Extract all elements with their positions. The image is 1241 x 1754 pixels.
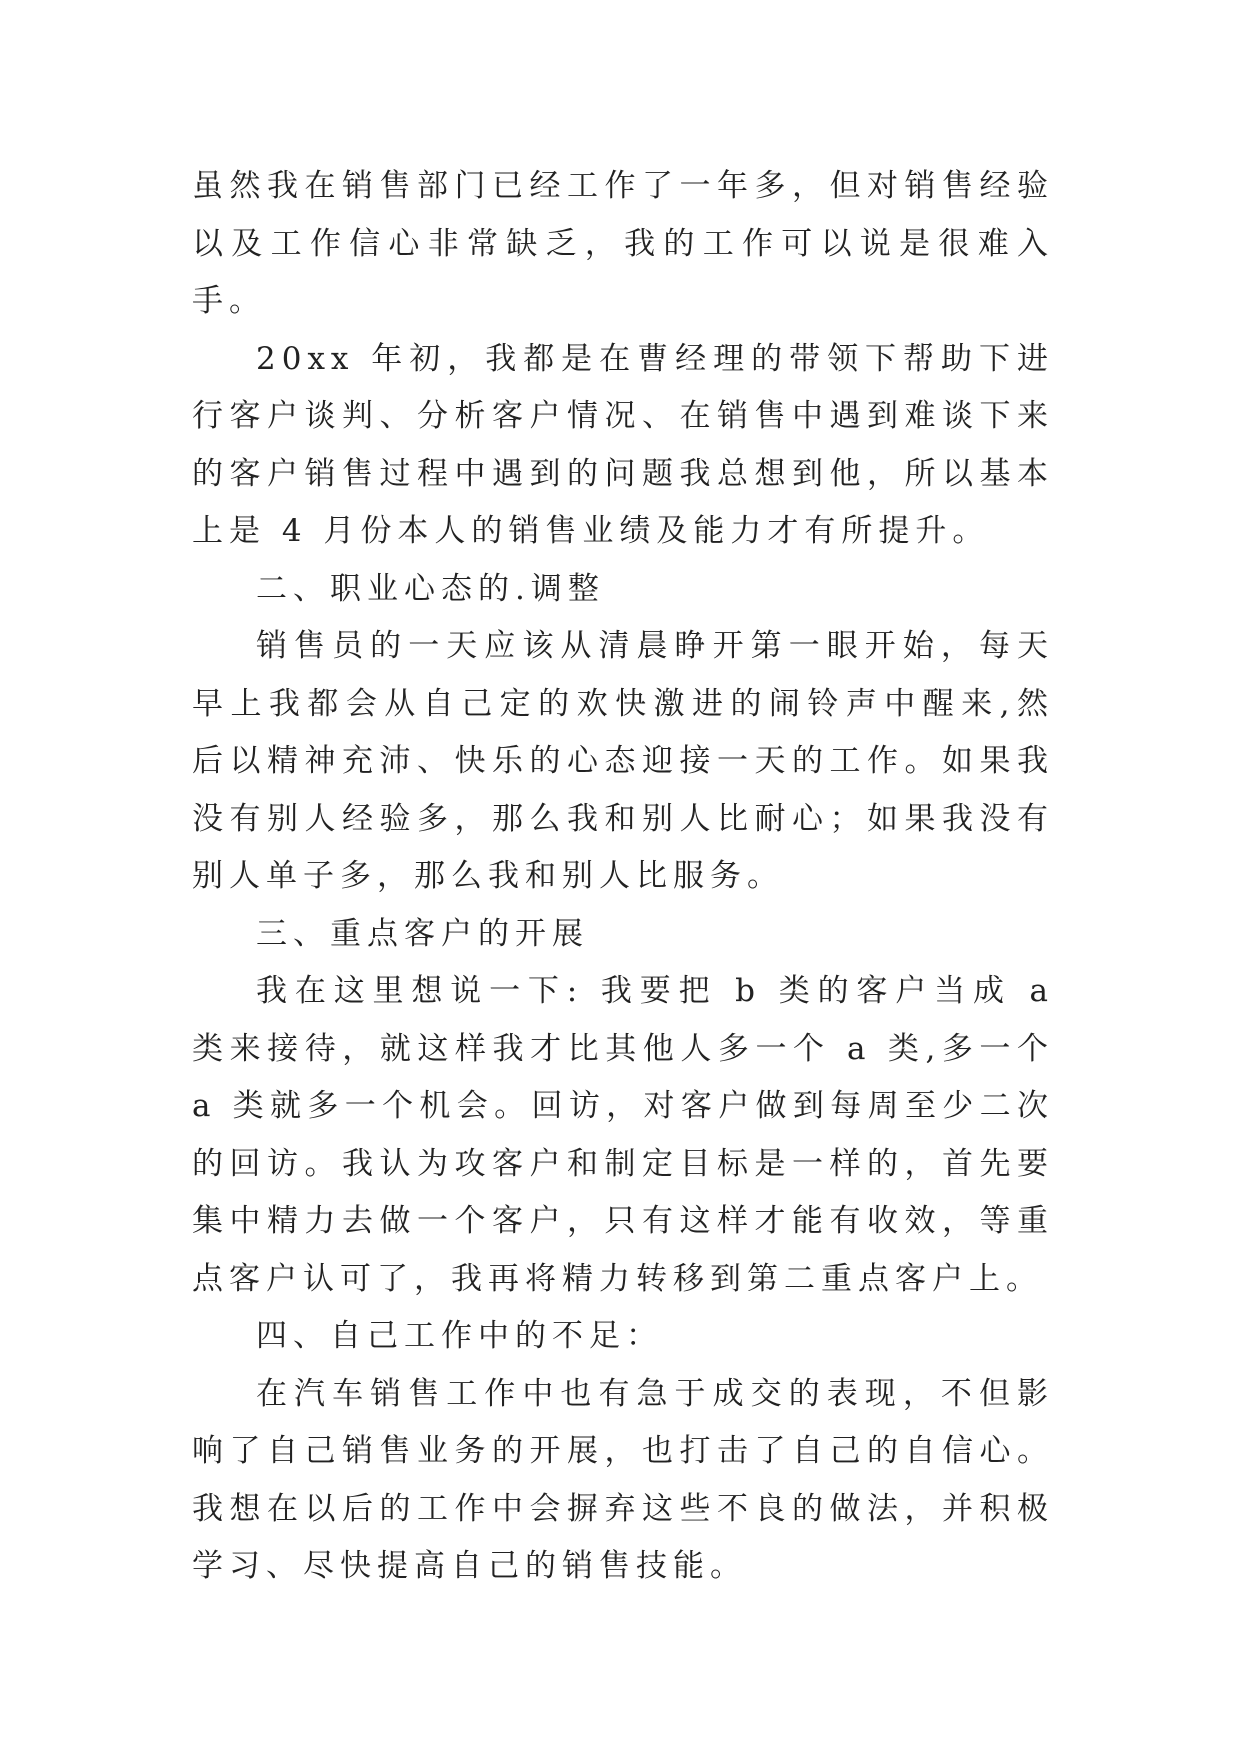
paragraph-shortcomings: 在汽车销售工作中也有急于成交的表现，不但影响了自己销售业务的开展，也打击了自己的自信心。我想在以后的工作中会摒弃这些不良的做法，并积极学习、尽快提高自己的销售技能。 bbox=[192, 1375, 1054, 1584]
section-heading-mindset: 二、职业心态的.调整 bbox=[256, 570, 605, 607]
section-heading-key-clients: 三、重点客户的开展 bbox=[256, 915, 589, 952]
paragraph-mindset: 销售员的一天应该从清晨睁开第一眼开始，每天早上我都会从自己定的欢快激进的闹铃声中醒来,然后以精神充沛、快乐的心态迎接一天的工作。如果我没有别人经验多，那么我和别人比耐心；如果我没有别人单子多，那么我和别人比服务。 bbox=[192, 628, 1054, 894]
paragraph-early-year: 20xx 年初，我都是在曹经理的带领下帮助下进行客户谈判、分析客户情况、在销售中遇到难谈下来的客户销售过程中遇到的问题我总想到他，所以基本上是 4 月份本人的销售业绩及能力才有所提升。 bbox=[192, 340, 1054, 549]
section-heading-shortcomings: 四、自己工作中的不足： bbox=[256, 1318, 663, 1354]
document-body bbox=[192, 158, 1054, 1596]
paragraph-key-clients: 我在这里想说一下: 我要把 b 类的客户当成 a 类来接待，就这样我才比其他人多一个 a 类,多一个 a 类就多一个机会。回访，对客户做到每周至少二次的回访。我认为攻客户和制定目标是一样的，首先要集中精力去做一个客户，只有这样才能有收效，等重点客户认可了，我再将精力转移到第二重点客户上。 bbox=[192, 973, 1054, 1297]
paragraph-intro: 虽然我在销售部门已经工作了一年多，但对销售经验以及工作信心非常缺乏，我的工作可以说是很难入手。 bbox=[192, 168, 1054, 319]
